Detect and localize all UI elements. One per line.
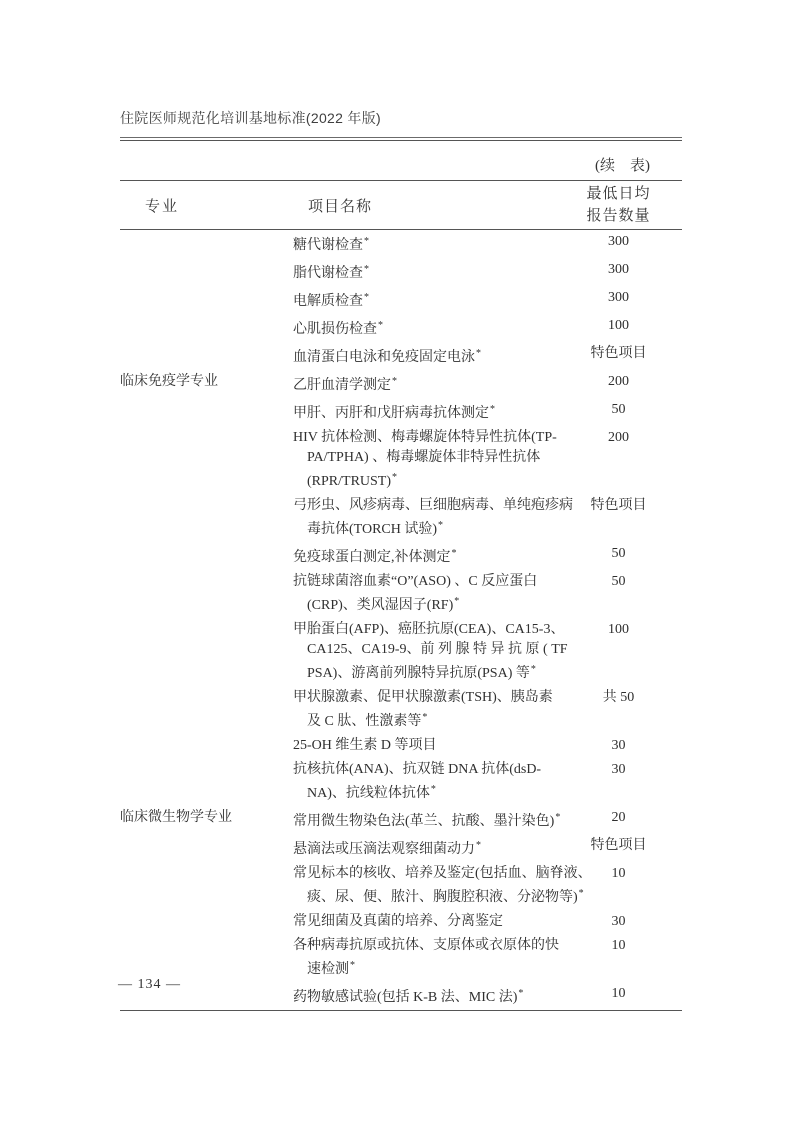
project-name-line: 药物敏感试验(包括 K-B 法、MIC 法)* xyxy=(293,988,524,1005)
project-name-line: 心肌损伤检查* xyxy=(293,320,383,337)
asterisk-marker: * xyxy=(378,320,383,331)
project-name-line: 脂代谢检查* xyxy=(293,264,369,281)
table-row xyxy=(120,370,682,398)
project-name-line: 乙肝血清学测定* xyxy=(293,376,397,393)
asterisk-marker: * xyxy=(578,888,584,899)
report-count-cell: 共 50 xyxy=(602,690,635,705)
project-name-line: (CRP)、类风湿因子(RF)* xyxy=(307,596,460,613)
column-header-min-daily-line2: 报告数量 xyxy=(586,207,651,224)
table-body xyxy=(120,230,682,1011)
project-name-cell xyxy=(293,288,555,312)
asterisk-marker: * xyxy=(476,348,481,359)
table-row xyxy=(120,934,682,982)
table-row xyxy=(120,314,682,342)
table-row xyxy=(120,806,682,834)
asterisk-marker: * xyxy=(530,664,536,675)
asterisk-marker: * xyxy=(555,812,561,823)
asterisk-marker: * xyxy=(392,376,397,387)
report-count-cell: 200 xyxy=(608,430,629,445)
table-continuation-note: (续 表) xyxy=(595,158,650,174)
report-count-cell: 20 xyxy=(611,810,626,825)
project-name-cell xyxy=(293,496,573,540)
project-name-line: 常见细菌及真菌的培养、分离鉴定 xyxy=(293,914,503,929)
project-name-cell xyxy=(293,864,592,908)
report-count-cell: 300 xyxy=(608,262,629,277)
table-row xyxy=(120,910,682,934)
table-row xyxy=(120,618,682,686)
project-name-line: 常用微生物染色法(革兰、抗酸、墨汁染色)* xyxy=(293,812,561,829)
asterisk-marker: * xyxy=(438,520,444,531)
project-name-cell xyxy=(293,984,555,1008)
project-name-line: 抗链球菌溶血素“O”(ASO) 、C 反应蛋白 xyxy=(293,574,538,589)
project-name-line: 25-OH 维生素 D 等项目 xyxy=(293,738,437,753)
project-name-line: 及 C 肽、性激素等* xyxy=(307,712,428,729)
project-name-line: 毒抗体(TORCH 试验)* xyxy=(307,520,444,537)
project-name-line: 糖代谢检查* xyxy=(293,236,369,253)
report-count-cell: 100 xyxy=(608,318,629,333)
project-name-line: 抗核抗体(ANA)、抗双链 DNA 抗体(dsD- xyxy=(293,762,542,777)
specialty-cell: 临床免疫学专业 xyxy=(120,374,218,389)
project-name-line: 甲胎蛋白(AFP)、癌胚抗原(CEA)、CA15-3、 xyxy=(293,622,565,637)
asterisk-marker: * xyxy=(392,472,398,483)
specialty-cell: 临床微生物学专业 xyxy=(120,810,232,825)
table-row xyxy=(120,570,682,618)
project-name-cell xyxy=(293,344,555,368)
project-name-cell xyxy=(293,808,561,832)
table-row xyxy=(120,542,682,570)
project-name-cell xyxy=(293,400,555,424)
report-count-cell: 30 xyxy=(611,914,626,929)
report-count-cell: 200 xyxy=(608,374,629,389)
project-name-cell xyxy=(293,912,555,932)
table-row xyxy=(120,862,682,910)
table-row xyxy=(120,342,682,370)
report-count-table xyxy=(120,180,682,1011)
table-row xyxy=(120,286,682,314)
asterisk-marker: * xyxy=(518,988,524,999)
project-name-line: 悬滴法或压滴法观察细菌动力* xyxy=(293,840,481,857)
project-name-cell xyxy=(293,232,555,256)
report-count-cell: 30 xyxy=(611,762,626,777)
table-header-row xyxy=(120,181,682,230)
project-name-line: (RPR/TRUST)* xyxy=(307,472,398,489)
report-count-cell: 10 xyxy=(611,986,626,1001)
report-count-cell: 10 xyxy=(611,866,626,881)
report-count-cell: 50 xyxy=(611,402,626,417)
running-head-double-rule xyxy=(120,137,682,141)
project-name-cell xyxy=(293,936,559,980)
table-row xyxy=(120,734,682,758)
table-row xyxy=(120,758,682,806)
project-name-cell xyxy=(293,372,555,396)
report-count-cell: 50 xyxy=(611,546,626,561)
asterisk-marker: * xyxy=(430,784,436,795)
table-row xyxy=(120,982,682,1010)
project-name-cell xyxy=(293,316,555,340)
column-header-min-daily-reports xyxy=(555,183,682,227)
report-count-cell: 10 xyxy=(611,938,626,953)
project-name-line: PSA)、游离前列腺特异抗原(PSA) 等* xyxy=(307,664,536,681)
asterisk-marker: * xyxy=(454,596,460,607)
project-name-line: PA/TPHA) 、梅毒螺旋体非特异性抗体 xyxy=(307,450,541,465)
project-name-line: HIV 抗体检测、梅毒螺旋体特异性抗体(TP- xyxy=(293,430,557,445)
project-name-line: 痰、尿、便、脓汁、胸腹腔积液、分泌物等)* xyxy=(307,888,584,905)
project-name-cell xyxy=(293,736,555,756)
project-name-cell xyxy=(293,572,555,616)
asterisk-marker: * xyxy=(422,712,428,723)
project-name-cell xyxy=(293,836,555,860)
report-count-cell: 100 xyxy=(608,622,629,637)
project-name-line: 弓形虫、风疹病毒、巨细胞病毒、单纯疱疹病 xyxy=(293,498,573,513)
project-name-line: 各种病毒抗原或抗体、支原体或衣原体的快 xyxy=(293,938,559,953)
project-name-cell xyxy=(293,760,555,804)
asterisk-marker: * xyxy=(364,292,369,303)
report-count-cell: 特色项目 xyxy=(590,838,647,853)
project-name-line: 电解质检查* xyxy=(293,292,369,309)
running-head: 住院医师规范化培训基地标准(2022 年版) xyxy=(120,110,381,126)
project-name-cell xyxy=(293,620,568,684)
project-name-cell xyxy=(293,428,555,492)
asterisk-marker: * xyxy=(350,960,355,971)
table-row xyxy=(120,258,682,286)
table-row xyxy=(120,686,682,734)
report-count-cell: 30 xyxy=(611,738,626,753)
report-count-cell: 300 xyxy=(608,290,629,305)
project-name-line: 血清蛋白电泳和免疫固定电泳* xyxy=(293,348,481,365)
project-name-cell xyxy=(293,544,555,568)
asterisk-marker: * xyxy=(490,404,495,415)
column-header-project-name: 项目名称 xyxy=(308,197,373,215)
project-name-line: 甲状腺激素、促甲状腺激素(TSH)、胰岛素 xyxy=(293,690,553,705)
column-header-specialty: 专业 xyxy=(145,197,180,215)
asterisk-marker: * xyxy=(476,840,481,851)
project-name-cell xyxy=(293,688,555,732)
report-count-cell: 特色项目 xyxy=(590,498,647,513)
report-count-cell: 300 xyxy=(608,234,629,249)
table-row xyxy=(120,398,682,426)
asterisk-marker: * xyxy=(364,264,369,275)
project-name-line: 常见标本的核收、培养及鉴定(包括血、脑脊液、 xyxy=(293,866,592,881)
project-name-line: 甲肝、丙肝和戊肝病毒抗体测定* xyxy=(293,404,495,421)
project-name-line: NA)、抗线粒体抗体* xyxy=(307,784,436,801)
asterisk-marker: * xyxy=(451,548,457,559)
table-row xyxy=(120,834,682,862)
page-number: — 134 — xyxy=(118,977,181,992)
column-header-min-daily-line1: 最低日均 xyxy=(586,185,651,202)
report-count-cell: 特色项目 xyxy=(590,346,647,361)
table-row xyxy=(120,426,682,494)
project-name-line: 免疫球蛋白测定,补体测定* xyxy=(293,548,457,565)
table-row xyxy=(120,494,682,542)
table-row xyxy=(120,230,682,258)
project-name-line: 速检测* xyxy=(307,960,355,977)
project-name-cell xyxy=(293,260,555,284)
report-count-cell: 50 xyxy=(611,574,626,589)
project-name-line: CA125、CA19-9、前 列 腺 特 异 抗 原 ( TF xyxy=(307,642,568,657)
asterisk-marker: * xyxy=(364,236,369,247)
